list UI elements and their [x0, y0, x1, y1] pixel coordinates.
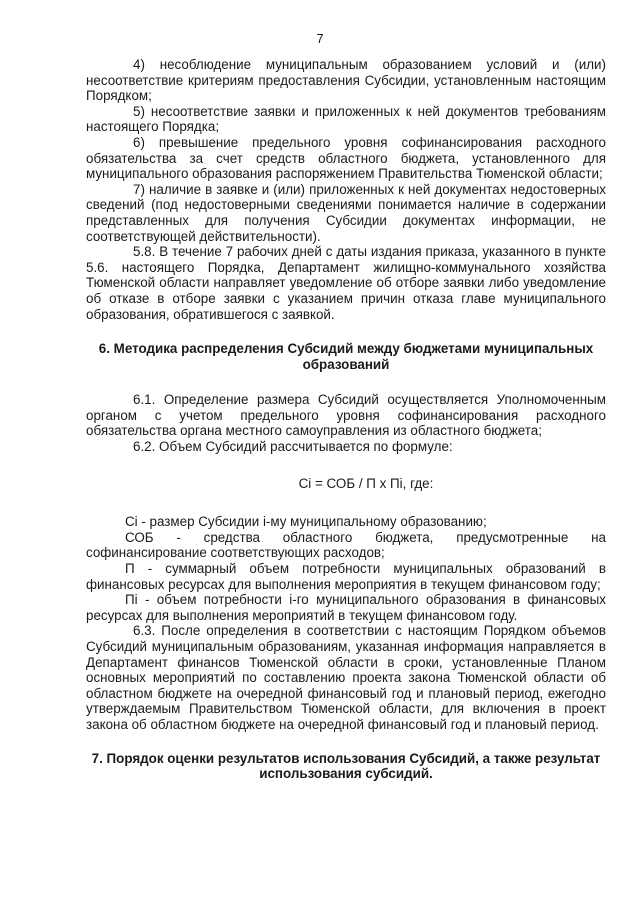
- paragraph-5-7-item-5: 5) несоответствие заявки и приложенных к ней документов требованиям настоящего Порядка;: [86, 103, 606, 135]
- section-7-heading: 7. Порядок оценки результатов использования Субсидий, а также результат использования субсидий.: [91, 750, 601, 782]
- paragraph-5-8: 5.8. В течение 7 рабочих дней с даты издания приказа, указанного в пункте 5.6. настоящего Порядка, Департамент жилищно-коммунального хозяйства Тюменской области направляет уведомление об отборе заявки либо уведомление об отказе в отборе заявки с указанием причин отказа главе муниципального образования, обратившегося с заявкой.: [86, 244, 606, 322]
- paragraph-5-7-item-4: 4) несоблюдение муниципальным образованием условий и (или) несоответствие критериям предоставления Субсидии, установленным настоящим Порядком;: [86, 57, 606, 104]
- definition-sob: СОБ - средства областного бюджета, предусмотренные на софинансирование соответствующих расходов;: [86, 529, 606, 561]
- paragraph-6-3: 6.3. После определения в соответствии с настоящим Порядком объемов Субсидий муниципальным образованиям, указанная информация направляется в Департамент финансов Тюменской области в сроки, установленные Планом основных мероприятий по составлению проекта закона Тюменской области об областном бюджете на очередной финансовый год и плановый период, ежегодно утверждаемым Правительством Тюменской области, для включения в проект закона об областном бюджете на очередной финансовый год и плановый период.: [86, 623, 606, 732]
- paragraph-5-7-item-6: 6) превышение предельного уровня софинансирования расходного обязательства за счет средств областного бюджета, установленного для муниципального образования распоряжением Правительства Тюменской области;: [86, 134, 606, 182]
- document-body: [86, 57, 606, 782]
- definition-pi: Пi - объем потребности i-го муниципального образования в финансовых ресурсах для выполнения мероприятий в текущем финансовом году.: [86, 592, 606, 623]
- page-number: 7: [316, 31, 324, 46]
- paragraph-6-1: 6.1. Определение размера Субсидий осуществляется Уполномоченным органом с учетом предельного уровня софинансирования расходного обязательства органа местного самоуправления из областного бюджета;: [86, 392, 606, 439]
- subsidy-formula: Ci = СОБ / П x Пi, где:: [298, 475, 434, 491]
- section-6-heading: 6. Методика распределения Субсидий между бюджетами муниципальных образований: [98, 341, 594, 372]
- paragraph-5-7-item-7: 7) наличие в заявке и (или) приложенных к ней документах недостоверных сведений (под недостоверными сведениями понимается наличие в содержании представленных для получения Субсидии документах информации, не соответствующей действительности).: [86, 181, 606, 244]
- definition-p: П - суммарный объем потребности муниципальных образований в финансовых ресурсах для выполнения мероприятия в текущем финансовом году;: [86, 561, 606, 592]
- definition-ci: Ci - размер Субсидии i-му муниципальному образованию;: [125, 514, 487, 530]
- paragraph-6-2: 6.2. Объем Субсидий рассчитывается по формуле:: [133, 439, 453, 455]
